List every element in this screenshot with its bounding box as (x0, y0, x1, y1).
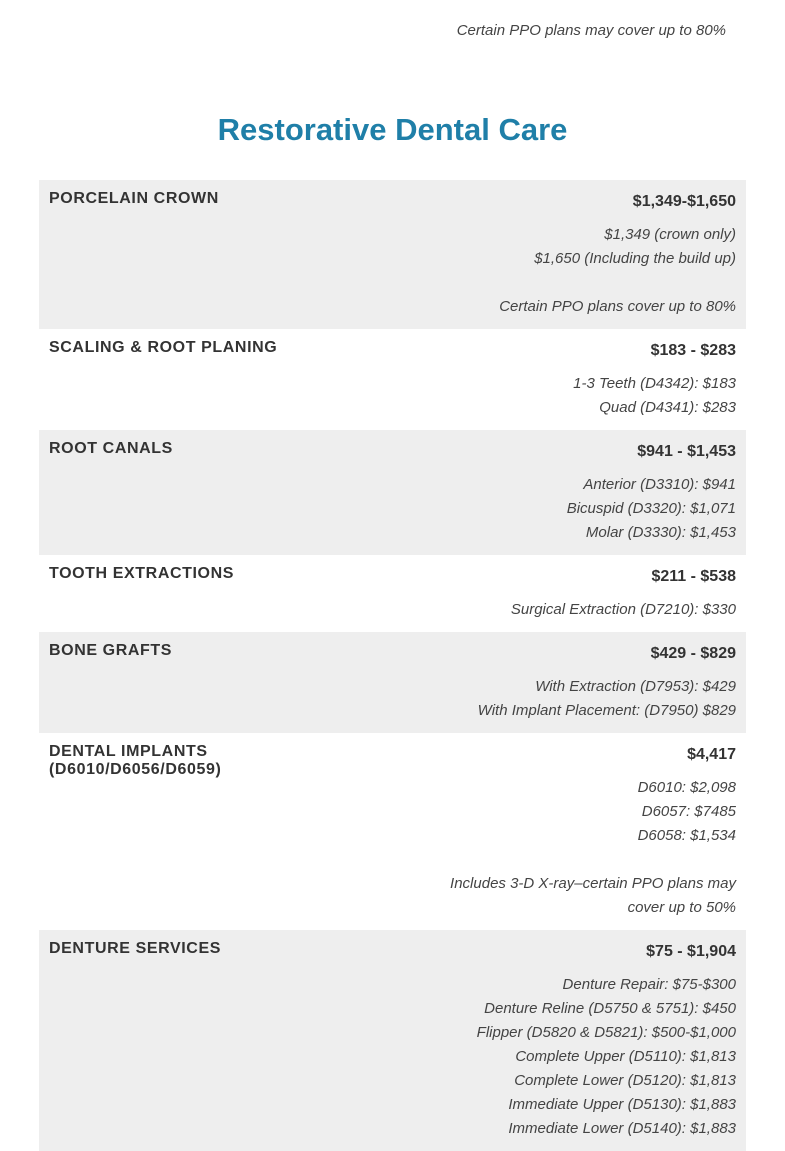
price-info (573, 339, 736, 420)
service-title: ROOT CANALS (49, 440, 173, 457)
price-info (477, 940, 736, 1141)
price-details (573, 372, 736, 420)
coverage-note: Certain PPO plans may cover up to 80% (456, 22, 726, 39)
detail-line: With Extraction (D7953): $429 (535, 678, 736, 695)
detail-line: Immediate Upper (D5130): $1,883 (508, 1096, 736, 1113)
detail-line: D6058: $1,534 (637, 827, 736, 844)
price-info (499, 190, 736, 319)
detail-line: Bicuspid (D3320): $1,071 (566, 500, 736, 517)
detail-line: Immediate Lower (D5140): $1,883 (508, 1120, 736, 1137)
price-details (499, 223, 736, 319)
price-row (39, 180, 746, 329)
detail-line: Complete Lower (D5120): $1,813 (514, 1072, 736, 1089)
detail-line: $1,650 (Including the build up) (534, 250, 736, 267)
detail-line: Molar (D3330): $1,453 (585, 524, 736, 541)
detail-line: Certain PPO plans cover up to 80% (499, 298, 736, 315)
detail-line: 1-3 Teeth (D4342): $183 (573, 375, 736, 392)
price-row (39, 430, 746, 555)
detail-line: D6057: $7485 (641, 803, 736, 820)
price-range: $941 - $1,453 (637, 443, 736, 460)
service-title: DENTURE SERVICES (49, 940, 222, 957)
price-row (39, 733, 746, 930)
price-details (567, 473, 736, 545)
price-row (39, 329, 746, 430)
price-range: $1,349-$1,650 (632, 193, 736, 210)
detail-line: Denture Repair: $75-$300 (562, 976, 736, 993)
detail-line (450, 848, 736, 872)
detail-line: $1,349 (crown only) (604, 226, 736, 243)
price-range: $183 - $283 (650, 342, 736, 359)
previous-section-tail (39, 0, 736, 60)
detail-line: Denture Reline (D5750 & 5751): $450 (484, 1000, 736, 1017)
price-range: $211 - $538 (651, 568, 736, 585)
detail-line: D6010: $2,098 (637, 779, 736, 796)
price-details (478, 675, 736, 723)
detail-line: Complete Upper (D5110): $1,813 (515, 1048, 736, 1065)
price-info (450, 743, 736, 920)
detail-line: Surgical Extraction (D7210): $330 (510, 601, 736, 618)
detail-line: Includes 3-D X-ray–certain PPO plans may (450, 875, 736, 892)
service-title: BONE GRAFTS (49, 642, 173, 659)
price-details (511, 598, 736, 622)
price-range: $4,417 (687, 746, 736, 763)
detail-line: Anterior (D3310): $941 (583, 476, 736, 493)
price-range: $429 - $829 (650, 645, 736, 662)
detail-line (499, 271, 736, 295)
price-info (511, 565, 736, 622)
price-row (39, 555, 746, 632)
price-details (477, 973, 736, 1141)
price-table (39, 180, 746, 1151)
service-title: PORCELAIN CROWN (49, 190, 219, 207)
section-heading: Restorative Dental Care (217, 112, 568, 147)
price-row (39, 632, 746, 733)
price-info (478, 642, 736, 723)
service-title: TOOTH EXTRACTIONS (49, 565, 235, 582)
price-row (39, 930, 746, 1151)
price-details (450, 776, 736, 920)
detail-line: Quad (D4341): $283 (599, 399, 736, 416)
price-range: $75 - $1,904 (646, 943, 736, 960)
price-info (567, 440, 736, 545)
service-title: DENTAL IMPLANTS (D6010/D6056/D6059) (49, 743, 222, 778)
service-title: SCALING & ROOT PLANING (49, 339, 278, 356)
detail-line: With Implant Placement: (D7950) $829 (477, 702, 736, 719)
detail-line: Flipper (D5820 & D5821): $500-$1,000 (476, 1024, 736, 1041)
detail-line: cover up to 50% (627, 899, 736, 916)
